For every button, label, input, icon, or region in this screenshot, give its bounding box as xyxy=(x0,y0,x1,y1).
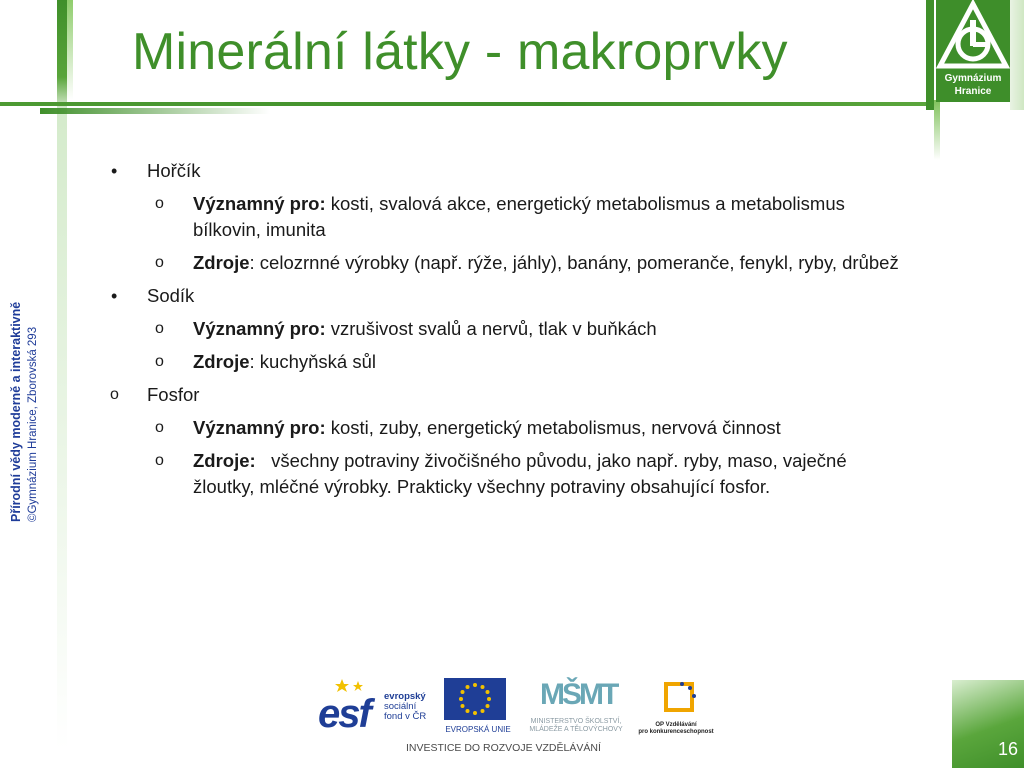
item-text: Fosfor xyxy=(147,384,200,405)
msmt-text xyxy=(518,718,634,734)
circle-bullet-icon: o xyxy=(155,195,164,212)
item-value: vzrušivost svalů a nervů, tlak v buňkách xyxy=(325,318,657,339)
esf-word-2: sociální xyxy=(384,701,417,712)
decor-bar-left-light xyxy=(67,0,73,100)
item-text xyxy=(193,448,913,500)
item-label: Významný pro: xyxy=(193,318,326,339)
list-item xyxy=(100,158,920,184)
decor-bar-right xyxy=(926,0,934,110)
op-emblem-icon xyxy=(636,678,716,722)
list-item xyxy=(100,448,920,500)
esf-word-3: fond v ČR xyxy=(384,711,427,722)
bullet-icon: • xyxy=(111,161,118,181)
item-text xyxy=(193,191,913,243)
item-label: Zdroje: xyxy=(193,450,256,471)
list-item xyxy=(100,283,920,309)
op-text xyxy=(636,722,716,736)
circle-bullet-icon: o xyxy=(155,452,164,469)
msmt-mark: MŠMT xyxy=(540,678,617,711)
decor-bar-title-underline xyxy=(0,102,932,106)
footer-caption: INVESTICE DO ROZVOJE VZDĚLÁVÁNÍ xyxy=(406,742,601,754)
item-label: Zdroje xyxy=(193,252,250,273)
item-label: Významný pro: xyxy=(193,193,326,214)
esf-letters: esf xyxy=(318,692,370,736)
list-item xyxy=(100,316,920,342)
bullet-icon: • xyxy=(111,286,118,306)
list-item xyxy=(100,250,920,276)
op-line-1: OP Vzdělávání xyxy=(655,722,697,728)
circle-bullet-icon: o xyxy=(155,419,164,436)
eu-flag-icon xyxy=(444,678,506,720)
triangle-logo-icon xyxy=(936,0,1010,74)
msmt-line-2: MLÁDEŽE A TĚLOVÝCHOVY xyxy=(529,726,623,733)
project-name: Přírodní vědy moderně a interaktivně xyxy=(9,301,23,522)
school-logo xyxy=(936,0,1010,102)
footer-logos xyxy=(318,676,718,758)
msmt-logo xyxy=(518,678,628,734)
decor-bar-left-fade xyxy=(57,110,67,750)
decor-bar-left xyxy=(57,0,67,110)
circle-bullet-icon: o xyxy=(155,320,164,337)
item-text xyxy=(193,250,913,276)
circle-bullet-icon: o xyxy=(155,353,164,370)
op-line-2: pro konkurenceschopnost xyxy=(638,729,714,735)
list-item xyxy=(100,349,920,375)
esf-logo xyxy=(318,678,436,734)
op-logo xyxy=(636,678,716,734)
list-item xyxy=(100,382,920,408)
decor-bar-title-shadow xyxy=(40,108,270,114)
sidebar-vertical-text xyxy=(8,252,42,522)
item-value: kosti, svalová akce, energetický metabolismus a metabolismus bílkovin, imunita xyxy=(193,193,845,240)
eu-label: EVROPSKÁ UNIE xyxy=(445,725,511,734)
slide-content xyxy=(100,158,920,507)
item-text xyxy=(193,316,913,342)
item-label: Významný pro: xyxy=(193,417,326,438)
item-text xyxy=(193,349,913,375)
list-item xyxy=(100,415,920,441)
item-text: Hořčík xyxy=(147,160,201,181)
item-value: : kuchyňská sůl xyxy=(249,351,377,372)
logo-text-gymnazium: Gymnázium xyxy=(944,73,1002,84)
circle-bullet-icon: o xyxy=(155,254,164,271)
slide-number: 16 xyxy=(997,739,1018,759)
circle-bullet-icon: o xyxy=(110,386,119,403)
item-value: : celozrnné výrobky (např. rýže, jáhly), banány, pomeranče, fenykl, ryby, drůbež xyxy=(249,252,899,273)
logo-text-hranice: Hranice xyxy=(954,86,992,97)
school-address: ©Gymnázium Hranice, Zborovská 293 xyxy=(27,326,39,522)
item-text xyxy=(193,415,913,441)
item-label: Zdroje xyxy=(193,351,250,372)
esf-word-1: evropský xyxy=(384,691,426,702)
msmt-line-1: MINISTERSTVO ŠKOLSTVÍ, xyxy=(530,718,622,725)
slide-title: Minerální látky - makroprvky xyxy=(132,23,788,81)
item-value: kosti, zuby, energetický metabolismus, nervová činnost xyxy=(325,417,781,438)
item-text: Sodík xyxy=(147,285,195,306)
decor-bar-right-light xyxy=(934,100,940,160)
item-value: všechny potraviny živočišného původu, jako např. ryby, maso, vaječné žloutky, mléčné výrobky. Prakticky všechny potraviny obsahující fosfor. xyxy=(193,450,852,497)
esf-words xyxy=(384,692,426,722)
decor-strip-right xyxy=(1010,0,1024,110)
slide-number-box xyxy=(952,680,1024,768)
list-item xyxy=(100,191,920,243)
